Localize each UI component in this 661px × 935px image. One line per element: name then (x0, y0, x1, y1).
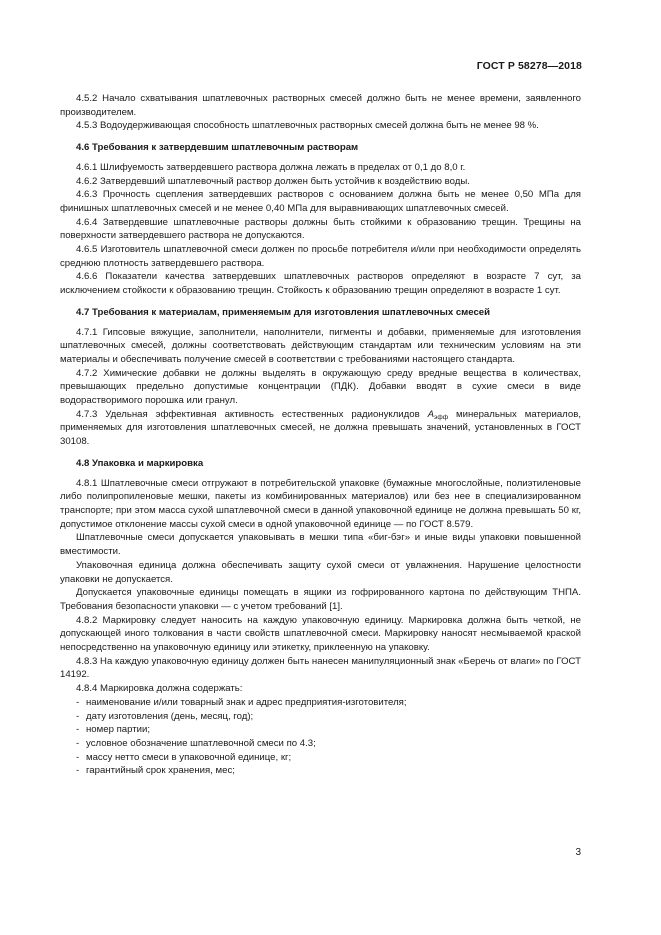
paragraph-4-6-3: 4.6.3 Прочность сцепления затвердевших растворов с основанием должна быть не менее 0,50 МПа для финишных шпатлевочных смесей и не менее 0,40 МПа для выравнивающих шпатлевочных смесей. (60, 189, 581, 214)
list-item (60, 764, 581, 778)
list-item-text: номер партии; (86, 724, 150, 736)
paragraph-4-8-2: 4.8.2 Маркировку следует наносить на каждую упаковочную единицу. Маркировка должна быть четкой, не допускающей иного толкования в части свойств шпатлевочной смеси. Маркировку наносят несмываемой краской непосредственно на упаковочную единицу или этикетку, приклеенную на упаковку. (60, 614, 581, 654)
paragraph-4-6-6: 4.6.6 Показатели качества затвердевших шпатлевочных растворов определяют в возрасте 7 сут, за исключением стойкости к образованию трещин. Стойкость к образованию трещин определяют в возрасте 1 сут. (60, 271, 581, 297)
dash-mark: - (76, 696, 80, 708)
paragraph-4-7-2: 4.7.2 Химические добавки не должны выделять в окружающую среду вредные вещества в количествах, превышающих предельно допустимые концентрации (ПДК). Добавки вводят в сухие смеси в виде водорастворимого порошка или гранул. (60, 367, 581, 407)
paragraph-4-7-1: 4.7.1 Гипсовые вяжущие, заполнители, наполнители, пигменты и добавки, применяемые для изготовления шпатлевочных смесей, должны соответствовать действующим стандартам или техническим условиям на эти материалы и обеспечивать получение смесей в соответствии с требованиями настоящего стандарта. (60, 326, 581, 365)
section-4-7-title: 4.7 Требования к материалам, применяемым для изготовления шпатлевочных смесей (76, 306, 491, 318)
list-item-text: условное обозначение шпатлевочной смеси по 4.3; (86, 737, 316, 749)
paragraph-4-5-3: 4.5.3 Водоудерживающая способность шпатлевочных растворных смесей должна быть не менее 98 %. (76, 120, 539, 132)
paragraph-4-7-3-start: 4.7.3 Удельная эффективная активность естественных радионуклидов (76, 408, 428, 420)
document-body (60, 92, 581, 778)
list-item-text: массу нетто смеси в упаковочной единице, кг; (86, 751, 292, 763)
list-item (60, 696, 581, 710)
list-item (60, 710, 581, 724)
list-item (60, 751, 581, 765)
paragraph-4-8-3: 4.8.3 На каждую упаковочную единицу должен быть нанесен манипуляционный знак «Беречь от влаги» по ГОСТ 14192. (60, 655, 581, 681)
paragraph-4-8-1: 4.8.1 Шпатлевочные смеси отгружают в потребительской упаковке (бумажные многослойные, полиэтиленовые либо полипропиленовые мешки, пакеты из комбинированных материалов) или без нее в специализированном транспорте; при этом масса сухой шпатлевочной смеси в данной упаковочной единице не должна превышать 50 кг, допустимое отклонение массы сухой смеси в одной упаковочной единице — по ГОСТ 8.579. (60, 477, 581, 530)
paragraph-4-8-4: 4.8.4 Маркировка должна содержать: (76, 683, 243, 695)
list-item (60, 737, 581, 751)
standard-header: ГОСТ Р 58278—2018 (476, 60, 582, 72)
paragraph-4-6-5: 4.6.5 Изготовитель шпатлевочной смеси должен по просьбе потребителя и/или при необходимости определять среднюю плотность затвердевшего раствора. (60, 244, 581, 269)
dash-mark: - (76, 710, 80, 722)
list-item (60, 723, 581, 737)
dash-mark: - (76, 751, 80, 763)
paragraph-4-6-4: 4.6.4 Затвердевшие шпатлевочные растворы должны быть стойкими к образованию трещин. Трещины на поверхности затвердевшего раствора не допускаются. (60, 216, 581, 242)
paragraph-4-8-1-boxes: Допускается упаковочные единицы помещать в ящики из гофрированного картона по действующим ТНПА. Требования безопасности упаковки — с учетом требований [1]. (60, 587, 581, 612)
paragraph-4-8-1-protection: Упаковочная единица должна обеспечивать защиту сухой смеси от увлажнения. Нарушение целостности упаковки не допускается. (60, 559, 581, 585)
activity-symbol: A (427, 408, 435, 420)
activity-subscript: эфф (434, 413, 449, 421)
paragraph-4-5-2: 4.5.2 Начало схватывания шпатлевочных растворных смесей должно быть не менее времени, заявленного производителем. (60, 93, 581, 118)
list-item-text: наименование и/или товарный знак и адрес предприятия-изготовителя; (86, 696, 407, 708)
paragraph-4-7-3 (60, 408, 581, 449)
paragraph-4-6-1: 4.6.1 Шлифуемость затвердевшего раствора должна лежать в пределах от 0,1 до 8,0 г. (76, 161, 466, 173)
page-number: 3 (575, 847, 581, 858)
dash-mark: - (76, 765, 80, 777)
section-4-8-title: 4.8 Упаковка и маркировка (76, 457, 204, 469)
paragraph-4-7-3-end: минеральных материалов, применяемых для изготовления шпатлевочных смесей, не должна превышать значений, установленных в ГОСТ 30108. (60, 408, 581, 448)
section-4-6-title: 4.6 Требования к затвердевшим шпатлевочным растворам (76, 142, 359, 154)
paragraph-4-8-1-bigbag: Шпатлевочные смеси допускается упаковывать в мешки типа «биг-бэг» и иные виды упаковки повышенной вместимости. (60, 532, 581, 558)
paragraph-4-6-2: 4.6.2 Затвердевший шпатлевочный раствор должен быть устойчив к воздействию воды. (76, 175, 470, 187)
dash-mark: - (76, 724, 80, 736)
marking-list (60, 696, 581, 778)
list-item-text: гарантийный срок хранения, мес; (86, 765, 235, 777)
list-item-text: дату изготовления (день, месяц, год); (86, 710, 254, 722)
dash-mark: - (76, 737, 80, 749)
